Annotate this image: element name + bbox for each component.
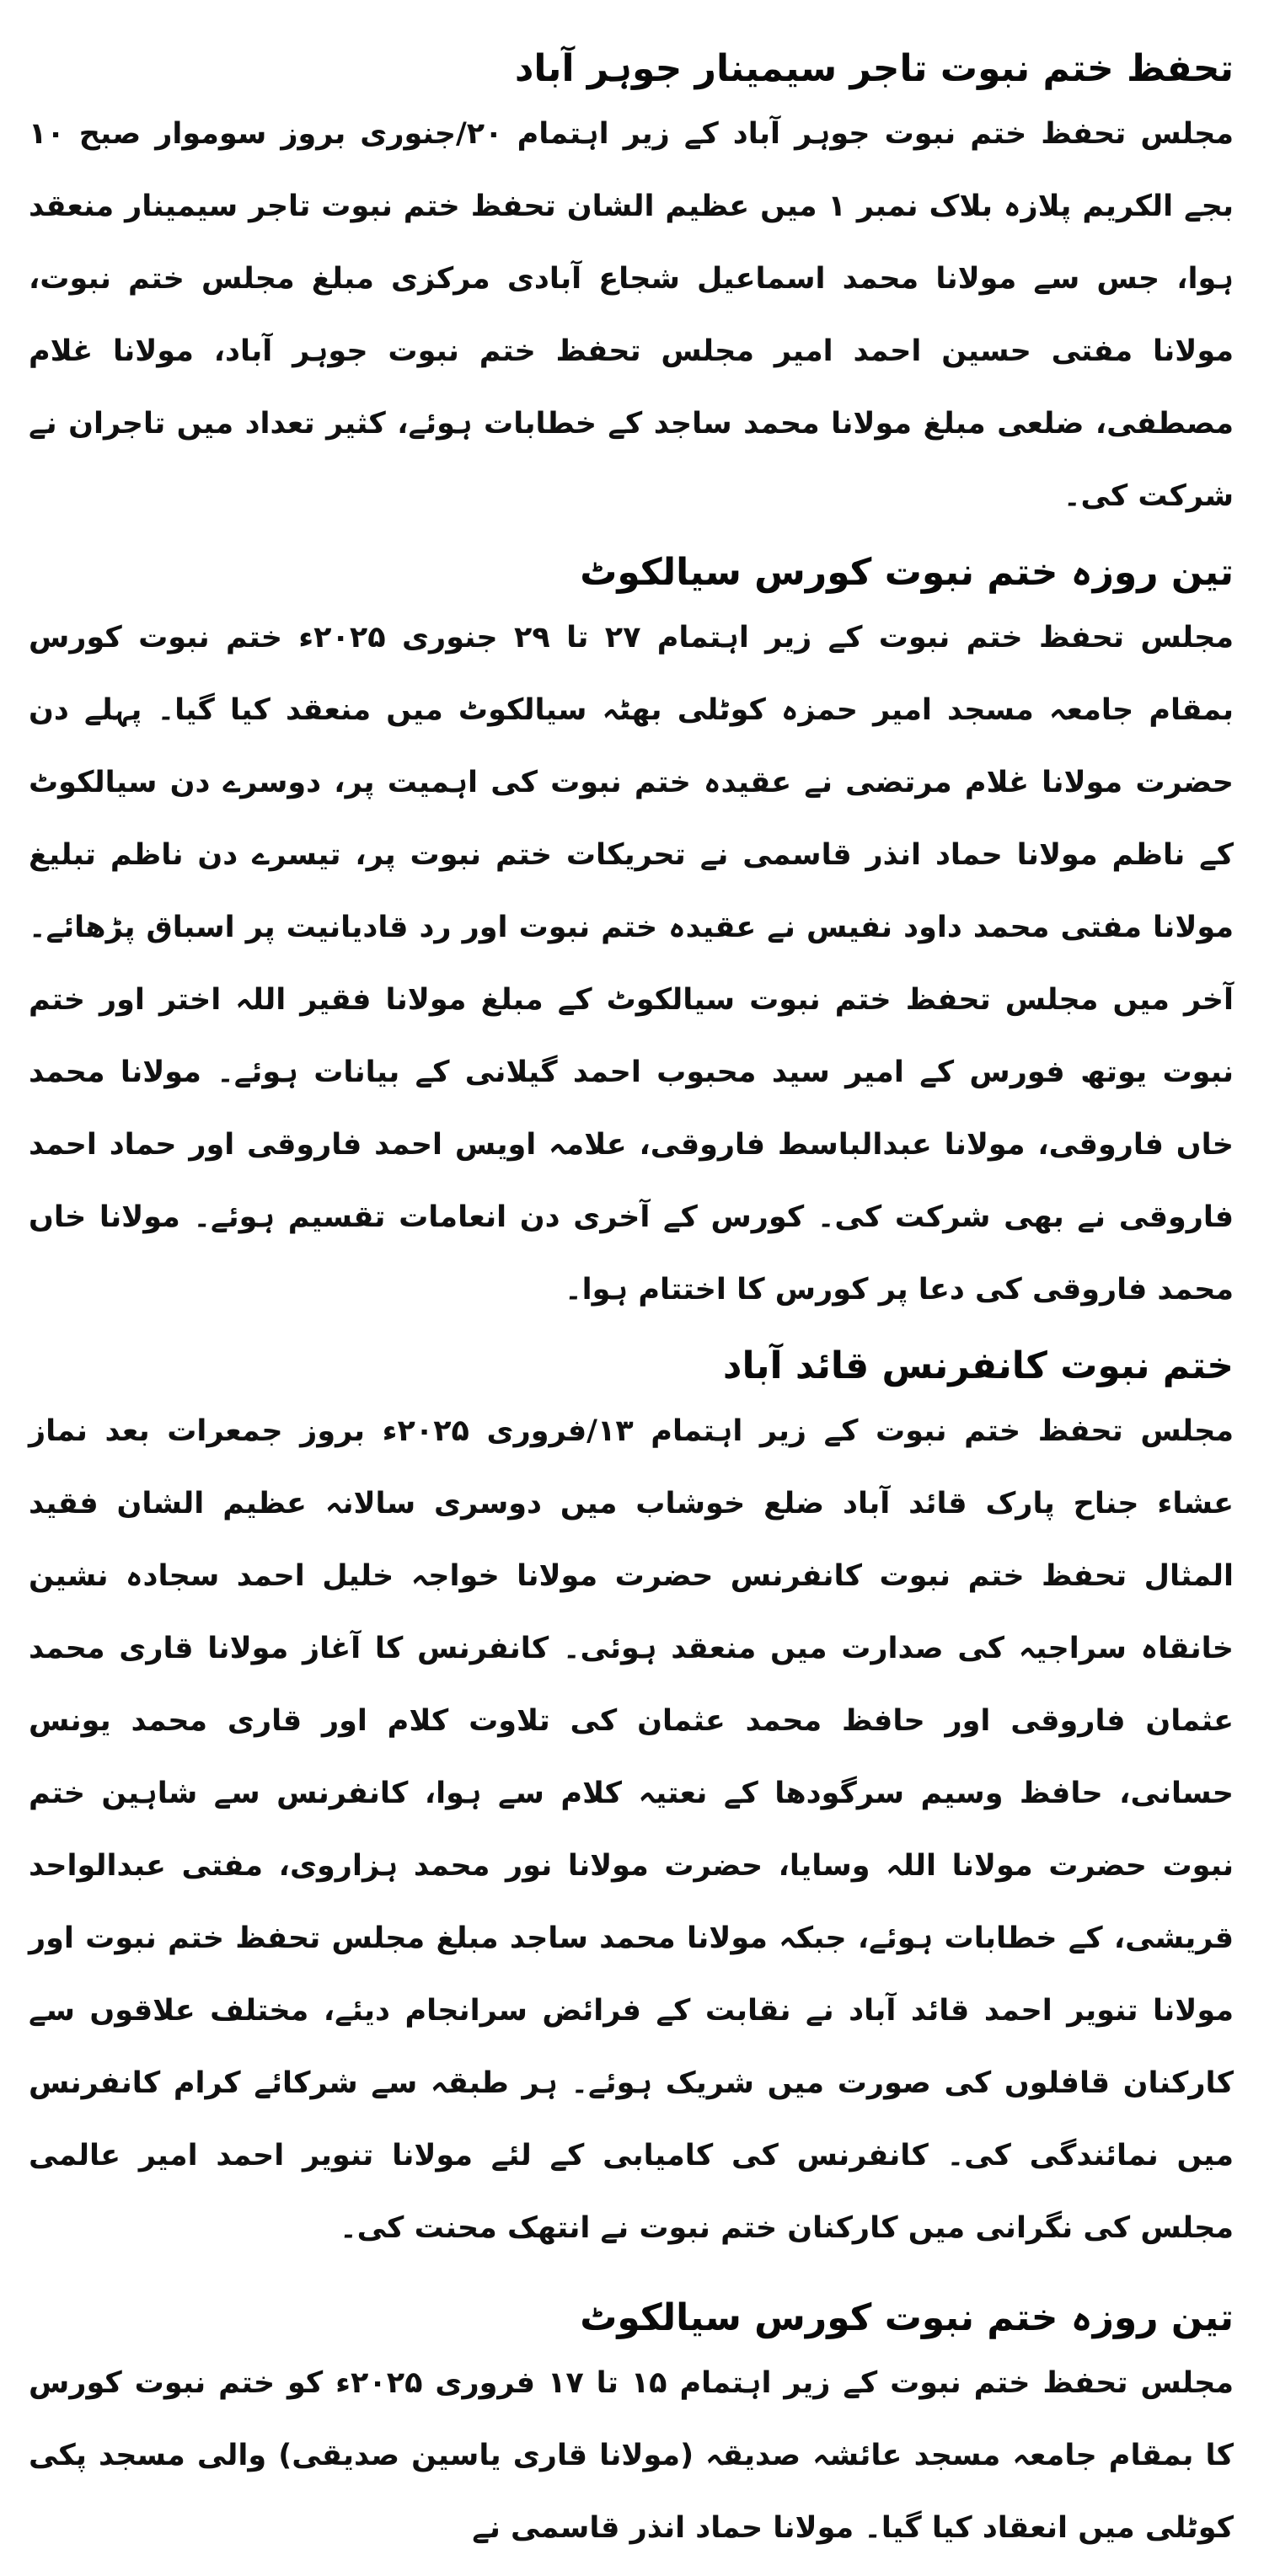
section-body: مجلس تحفظ ختم نبوت کے زیر اہتمام ۱۵ تا ۱۷ فروری ۲۰۲۵ء کو ختم نبوت کورس کا بمقام جامعہ مسجد عائشہ صدیقہ (مولانا قاری یاسین صدیقی) والی مسجد پکی کوٹلی میں انعقاد کیا گیا۔ مولانا حماد انذر قاسمی نے — [29, 2366, 1235, 2545]
news-item-sialkot-course-january — [29, 544, 1234, 1326]
news-item-sialkot-course-february — [29, 2290, 1234, 2564]
section-body: مجلس تحفظ ختم نبوت کے زیر اہتمام ۲۷ تا ۲۹ جنوری ۲۰۲۵ء ختم نبوت کورس بمقام جامعہ مسجد امیر حمزہ کوٹلی بھٹہ سیالکوٹ میں منعقد کیا گیا۔ پہلے دن حضرت مولانا غلام مرتضی نے عقیدہ ختم نبوت کی اہمیت پر، دوسرے دن سیالکوٹ کے ناظم مولانا حماد انذر قاسمی نے تحریکات ختم نبوت پر، تیسرے دن ناظم تبلیغ مولانا مفتی محمد داود نفیس نے عقیدہ ختم نبوت اور رد قادیانیت پر اسباق پڑھائے۔ آخر میں مجلس تحفظ ختم نبوت سیالکوٹ کے مبلغ مولانا فقیر اللہ اختر اور ختم نبوت یوتھ فورس کے امیر سید محبوب احمد گیلانی کے بیانات ہوئے۔ مولانا محمد خاں فاروقی، مولانا عبدالباسط فاروقی، علامہ اویس احمد فاروقی اور حماد احمد فاروقی نے بھی شرکت کی۔ کورس کے آخری دن انعامات تقسیم ہوئے۔ مولانا خاں محمد فاروقی کی دعا پر کورس کا اختتام ہوا۔ — [29, 621, 1234, 1307]
section-heading: تین روزہ ختم نبوت کورس سیالکوٹ — [580, 2296, 1234, 2339]
news-item-quaidabad-conference — [29, 1338, 1234, 2264]
news-item-johar-abad-seminar — [29, 40, 1234, 532]
section-heading: ختم نبوت کانفرنس قائد آباد — [722, 1344, 1234, 1387]
section-body: مجلس تحفظ ختم نبوت جوہر آباد کے زیر اہتمام ۲۰/جنوری بروز سوموار صبح ۱۰ بجے الکریم پلازہ بلاک نمبر ۱ میں عظیم الشان تحفظ ختم نبوت تاجر سیمینار منعقد ہوا، جس سے مولانا محمد اسماعیل شجاع آبادی مرکزی مبلغ مجلس ختم نبوت، مولانا مفتی حسین احمد امیر مجلس تحفظ ختم نبوت جوہر آباد، مولانا غلام مصطفی، ضلعی مبلغ مولانا محمد ساجد کے خطابات ہوئے، کثیر تعداد میں تاجران نے شرکت کی۔ — [29, 117, 1234, 513]
article-page — [29, 40, 1234, 2576]
section-heading: تین روزہ ختم نبوت کورس سیالکوٹ — [580, 551, 1234, 594]
section-heading: تحفظ ختم نبوت تاجر سیمینار جوہر آباد — [514, 47, 1234, 90]
section-body: مجلس تحفظ ختم نبوت کے زیر اہتمام ۱۳/فروری ۲۰۲۵ء بروز جمعرات بعد نماز عشاء جناح پارک قائد آباد ضلع خوشاب میں دوسری سالانہ عظیم الشان فقید المثال تحفظ ختم نبوت کانفرنس حضرت مولانا خواجہ خلیل احمد سجادہ نشین خانقاہ سراجیہ کی صدارت میں منعقد ہوئی۔ کانفرنس کا آغاز مولانا قاری محمد عثمان فاروقی اور حافظ محمد عثمان کی تلاوت کلام اور قاری محمد یونس حسانی، حافظ وسیم سرگودھا کے نعتیہ کلام سے ہوا، کانفرنس سے شاہین ختم نبوت حضرت مولانا اللہ وسایا، حضرت مولانا نور محمد ہزاروی، مفتی عبدالواحد قریشی، کے خطابات ہوئے، جبکہ مولانا محمد ساجد مبلغ مجلس تحفظ ختم نبوت اور مولانا تنویر احمد قائد آباد نے نقابت کے فرائض سرانجام دیئے، مختلف علاقوں سے کارکنان قافلوں کی صورت میں شریک ہوئے۔ ہر طبقہ سے شرکائے کرام کانفرنس میں نمائندگی کی۔ کانفرنس کی کامیابی کے لئے مولانا تنویر احمد امیر عالمی مجلس کی نگرانی میں کارکنان ختم نبوت نے انتھک محنت کی۔ — [29, 1414, 1234, 2245]
